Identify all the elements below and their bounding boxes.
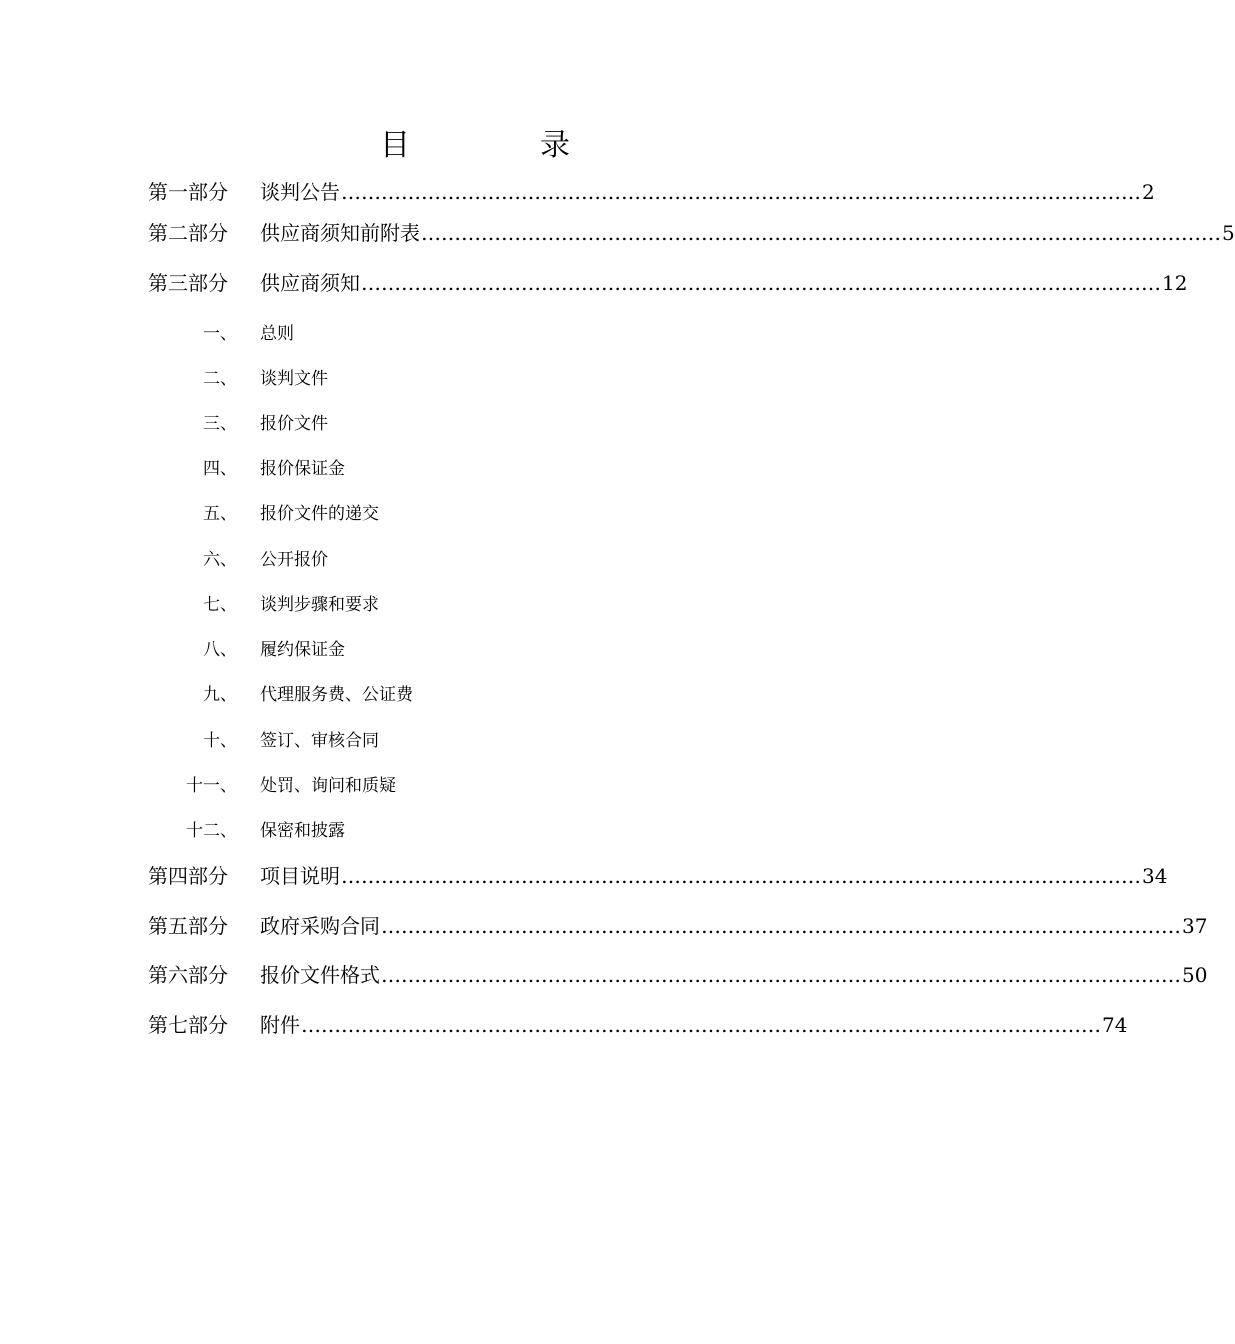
toc-subsection-5[interactable]: [148, 499, 648, 523]
toc-page-number: 37: [1182, 914, 1208, 938]
toc-subsection-number: 十、: [203, 731, 237, 751]
toc-subsection-3[interactable]: [148, 409, 648, 433]
toc-dot-leader: …………………………………………………………………………………………………………: [341, 864, 1141, 888]
toc-part-number: 第一部分: [148, 180, 228, 204]
toc-part-number: 第六部分: [148, 963, 228, 987]
toc-part-title: 政府采购合同: [260, 914, 380, 938]
toc-subsection-number: 七、: [203, 595, 237, 615]
toc-subsection-number: 十二、: [186, 821, 237, 841]
toc-subsection-2[interactable]: [148, 364, 648, 388]
toc-subsection-number: 四、: [203, 459, 237, 479]
toc-subsection-4[interactable]: [148, 454, 648, 478]
toc-entry-part-6[interactable]: [148, 959, 1208, 989]
toc-page-number: 50: [1182, 963, 1208, 987]
toc-subsection-6[interactable]: [148, 545, 648, 569]
toc-part-title: 项目说明: [260, 864, 340, 888]
toc-page-number: 74: [1102, 1013, 1128, 1037]
toc-dot-leader: …………………………………………………………………………………………………………: [301, 1013, 1101, 1037]
toc-subsection-label: 报价保证金: [260, 459, 345, 479]
toc-entry-part-3[interactable]: [148, 267, 1188, 297]
toc-subsection-label: 谈判文件: [260, 369, 328, 389]
toc-dot-leader: …………………………………………………………………………………………………………: [381, 914, 1181, 938]
toc-subsection-label: 履约保证金: [260, 640, 345, 660]
toc-subsection-label: 总则: [260, 324, 294, 344]
toc-subsection-number: 一、: [203, 324, 237, 344]
toc-dot-leader: …………………………………………………………………………………………………………: [361, 271, 1161, 295]
toc-subsection-label: 处罚、询问和质疑: [260, 776, 396, 796]
toc-subsection-label: 签订、审核合同: [260, 731, 379, 751]
toc-subsection-1[interactable]: [148, 319, 648, 343]
toc-part-number: 第三部分: [148, 271, 228, 295]
toc-part-number: 第五部分: [148, 914, 228, 938]
toc-page-number: 12: [1162, 271, 1188, 295]
toc-part-title: 谈判公告: [260, 180, 340, 204]
toc-subsection-number: 九、: [203, 685, 237, 705]
toc-entry-part-7[interactable]: [148, 1009, 1128, 1039]
toc-page-number: 2: [1142, 180, 1155, 204]
toc-part-title: 供应商须知前附表: [260, 221, 420, 245]
toc-page-number: 5: [1222, 221, 1235, 245]
toc-part-number: 第二部分: [148, 221, 228, 245]
toc-part-title: 附件: [260, 1013, 300, 1037]
toc-subsection-number: 五、: [203, 504, 237, 524]
toc-subsection-number: 十一、: [186, 776, 237, 796]
toc-dot-leader: …………………………………………………………………………………………………………: [381, 963, 1181, 987]
toc-subsection-label: 代理服务费、公证费: [260, 685, 413, 705]
toc-subsection-number: 二、: [203, 369, 237, 389]
toc-subsection-number: 六、: [203, 550, 237, 570]
toc-dot-leader: …………………………………………………………………………………………………………: [421, 221, 1221, 245]
toc-page-number: 34: [1142, 864, 1168, 888]
toc-dot-leader: …………………………………………………………………………………………………………: [341, 180, 1141, 204]
toc-subsection-11[interactable]: [148, 771, 648, 795]
toc-subsection-8[interactable]: [148, 635, 648, 659]
toc-subsection-7[interactable]: [148, 590, 648, 614]
toc-entry-part-1[interactable]: [148, 176, 1155, 206]
toc-subsection-12[interactable]: [148, 816, 648, 840]
toc-part-number: 第七部分: [148, 1013, 228, 1037]
toc-part-number: 第四部分: [148, 864, 228, 888]
toc-subsection-label: 报价文件: [260, 414, 328, 434]
toc-subsection-number: 三、: [203, 414, 237, 434]
toc-subsection-label: 报价文件的递交: [260, 504, 379, 524]
toc-subsection-10[interactable]: [148, 726, 648, 750]
toc-subsection-label: 谈判步骤和要求: [260, 595, 379, 615]
toc-subsection-label: 公开报价: [260, 550, 328, 570]
toc-entry-part-4[interactable]: [148, 860, 1168, 890]
toc-entry-part-5[interactable]: [148, 910, 1208, 940]
toc-part-title: 供应商须知: [260, 271, 360, 295]
toc-subsection-number: 八、: [203, 640, 237, 660]
toc-subsection-label: 保密和披露: [260, 821, 345, 841]
page-title: 目 录: [380, 128, 620, 163]
toc-part-title: 报价文件格式: [260, 963, 380, 987]
toc-entry-part-2[interactable]: [148, 217, 1235, 247]
toc-subsection-9[interactable]: [148, 680, 648, 704]
